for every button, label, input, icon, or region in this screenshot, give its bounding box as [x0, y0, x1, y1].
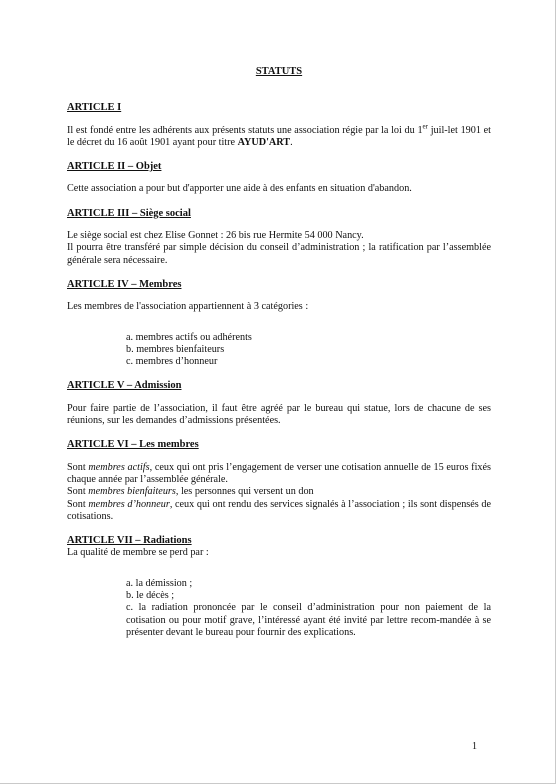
article-6-paragraph-1: [67, 462, 491, 487]
article-3-heading: ARTICLE III – Siège social: [67, 207, 191, 219]
document-title: STATUTS: [255, 66, 303, 77]
text-part: Sont: [67, 461, 89, 473]
article-2-heading: ARTICLE II – Objet: [67, 161, 162, 173]
article-6-paragraph-3: [67, 499, 491, 524]
article-5-text: Pour faire partie de l’association, il faut être agréé par le bureau qui statue, lors de chacune de ses réunions, sur les demandes d’admissions présentées.: [67, 402, 491, 427]
article-6-paragraph-2: [67, 486, 491, 498]
article-4-list: [67, 332, 491, 369]
document-content: [67, 66, 491, 639]
list-item: b. membres bienfaiteurs: [126, 343, 225, 355]
list-item: c. membres d’honneur: [126, 356, 218, 368]
article-3-line-1: Le siège social est chez Elise Gonnet : 26 bis rue Hermite 54 000 Nancy.: [67, 230, 364, 242]
list-item: c. la radiation prononcée par le conseil d’administration pour non paiement de la cotisation ou pour motif grave, l’intéressé ayant été invité par lettre recom-mandée à se présenter devant le bureau pour fournir des explications.: [126, 602, 491, 638]
list-item: b. le décès ;: [126, 590, 175, 602]
text-part: , ceux qui ont rendu des services signalés à l’association ; ils sont dispensés de cotisations.: [67, 498, 492, 522]
list-item: a. la démission ;: [126, 577, 193, 589]
list-item: a. membres actifs ou adhérents: [126, 331, 252, 343]
text-part: Sont: [67, 486, 89, 498]
article-7-intro: La qualité de membre se perd par :: [67, 547, 209, 559]
article-5-heading: ARTICLE V – Admission: [67, 380, 182, 392]
article-4-heading: ARTICLE IV – Membres: [67, 278, 182, 290]
term-membres-actifs: membres actifs: [88, 461, 150, 473]
superscript-er: er: [422, 122, 428, 131]
term-membres-honneur: membres d’honneur: [88, 498, 170, 510]
article-3-line-2: Il pourra être transféré par simple décision du conseil d’administration ; la ratification par l’assemblée générale sera nécessaire.: [67, 242, 491, 266]
article-6-heading: ARTICLE VI – Les membres: [67, 439, 199, 451]
article-1-text-part: Il est fondé entre les adhérents aux présents statuts une association régie par la loi du 1: [67, 124, 423, 136]
page-number: 1: [472, 741, 477, 752]
article-1-text: [67, 122, 491, 150]
article-7-list: [67, 578, 491, 639]
article-7-heading: ARTICLE VII – Radiations: [67, 535, 192, 547]
article-1-text-part: juil-let 1901 et le décret du 16 août 1901 ayant pour titre: [67, 124, 491, 148]
article-1-text-part: .: [290, 136, 293, 148]
article-4-intro: Les membres de l'association appartiennent à 3 catégories :: [67, 301, 309, 313]
article-1-heading: ARTICLE I: [67, 102, 122, 114]
association-name: AYUD'ART: [237, 136, 291, 148]
term-membres-bienfaiteurs: membres bienfaiteurs: [88, 486, 176, 498]
text-part: , les personnes qui versent un don: [175, 486, 314, 498]
article-2-text: Cette association a pour but d'apporter une aide à des enfants en situation d'abandon.: [67, 183, 412, 195]
text-part: , ceux qui ont pris l’engagement de verser une cotisation annuelle de 15 euros fixés chaque année par l’assemblée générale.: [67, 461, 491, 485]
text-part: Sont: [67, 498, 89, 510]
